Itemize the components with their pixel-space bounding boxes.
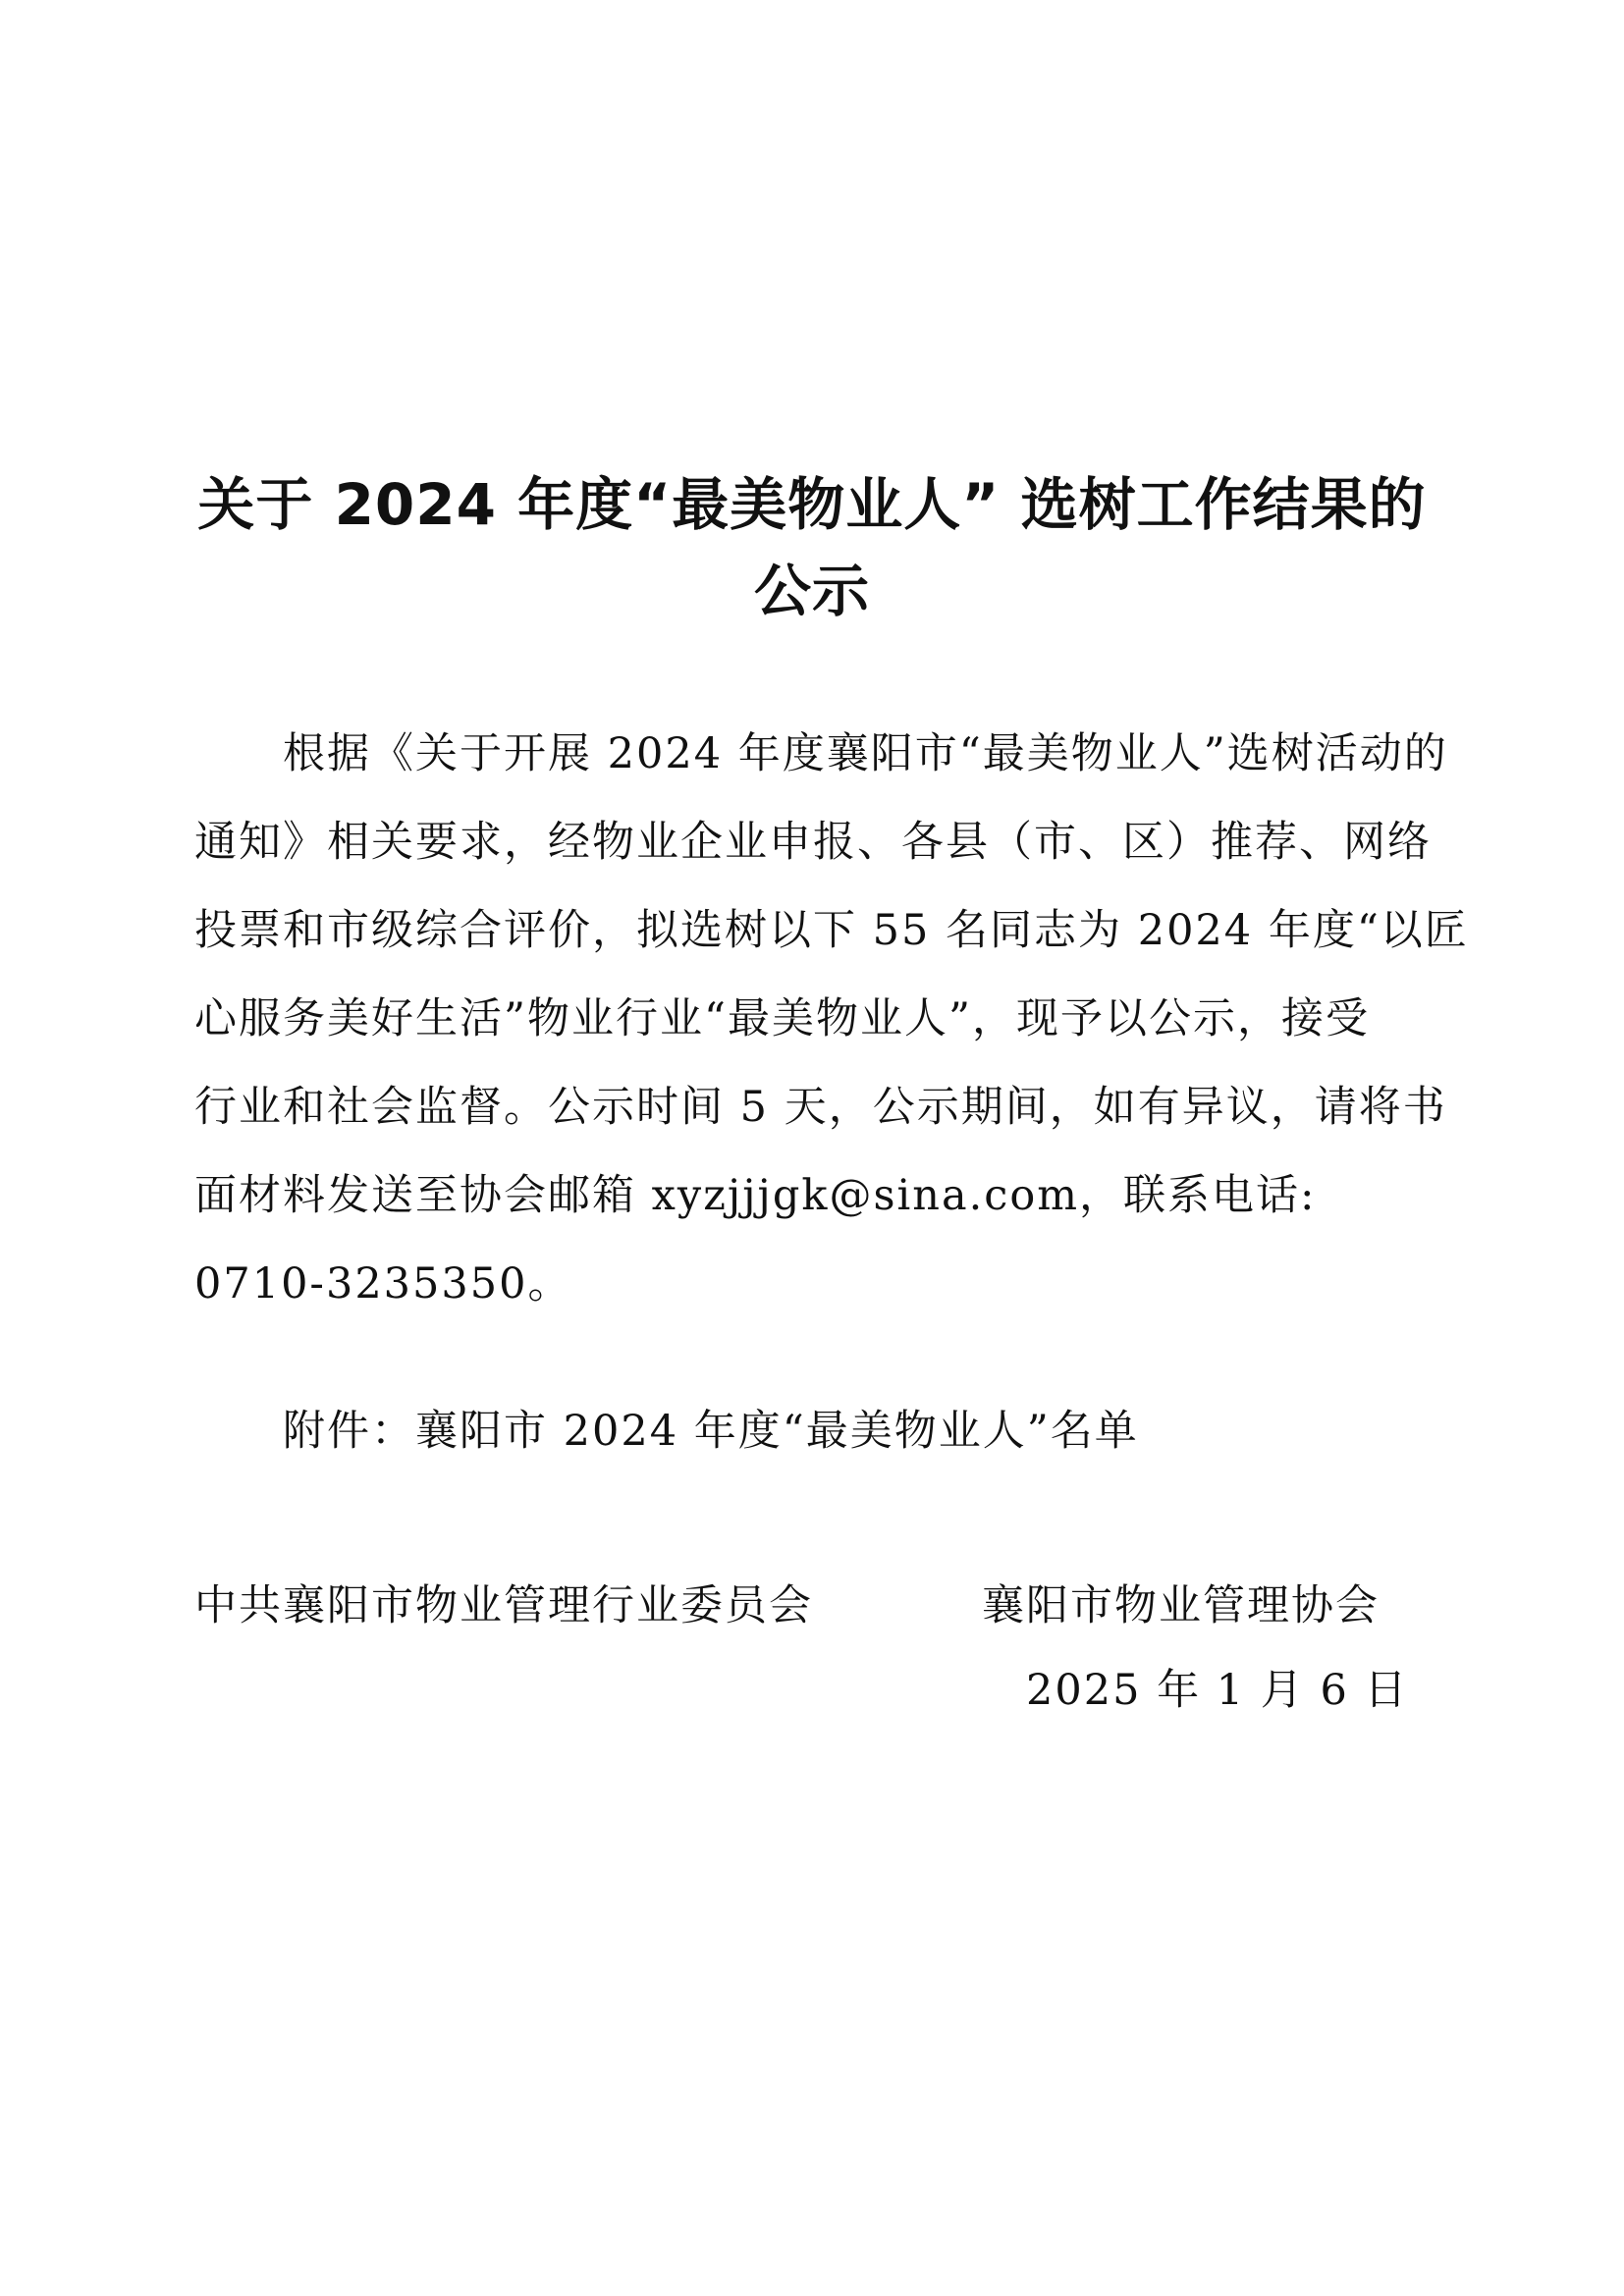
attachment-note: 附件：襄阳市 2024 年度“最美物业人”名单 xyxy=(283,1407,1139,1456)
signature-left-org: 中共襄阳市物业管理行业委员会 xyxy=(194,1581,813,1630)
body-line-4: 心服务美好生活”物业行业“最美物业人”，现予以公示，接受 xyxy=(194,994,1370,1043)
signature-right-org: 襄阳市物业管理协会 xyxy=(982,1581,1380,1630)
body-line-6: 面材料发送至协会邮箱 xyzjjjgk@sina.com，联系电话: xyxy=(194,1171,1317,1220)
document-title-line-2: 公示 xyxy=(753,558,870,624)
signature-date: 2025 年 1 月 6 日 xyxy=(1026,1666,1409,1715)
body-line-7: 0710-3235350。 xyxy=(194,1259,572,1308)
document-title-line-1: 关于 2024 年度“最美物业人” 选树工作结果的 xyxy=(197,471,1427,538)
body-line-5: 行业和社会监督。公示时间 5 天，公示期间，如有异议，请将书 xyxy=(194,1083,1447,1132)
body-line-2: 通知》相关要求，经物业企业申报、各县（市、区）推荐、网络 xyxy=(194,818,1432,867)
body-line-3: 投票和市级综合评价，拟选树以下 55 名同志为 2024 年度“以匠 xyxy=(194,906,1469,955)
body-line-1: 根据《关于开展 2024 年度襄阳市“最美物业人”选树活动的 xyxy=(283,729,1448,778)
